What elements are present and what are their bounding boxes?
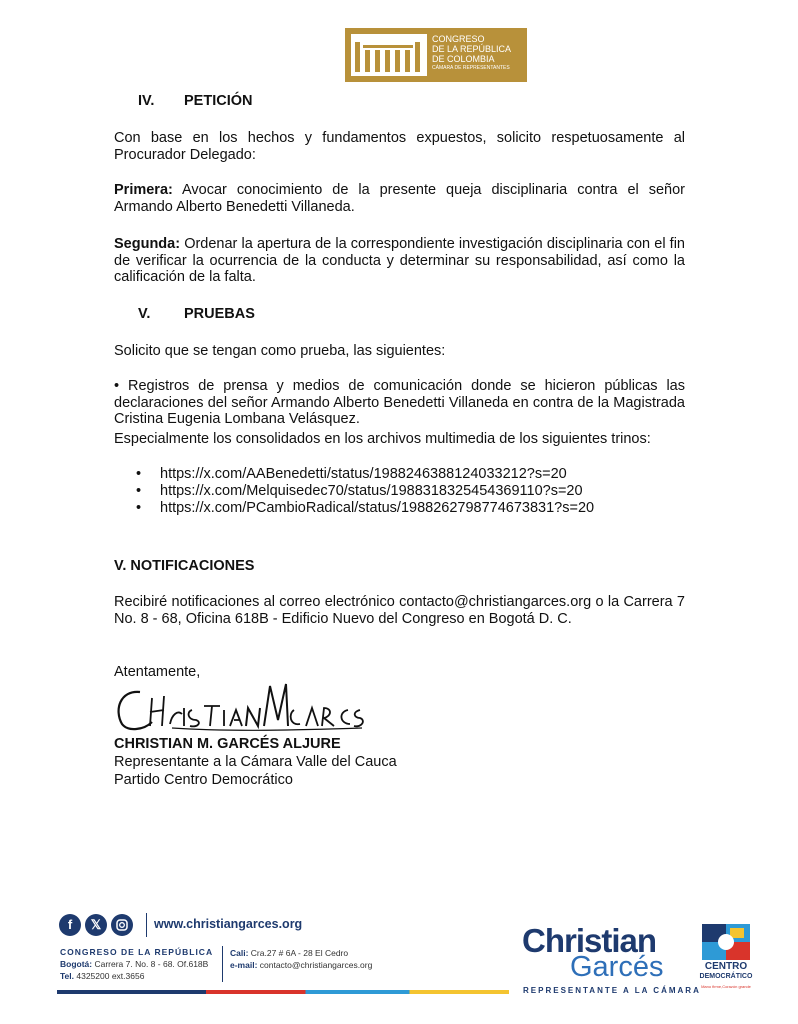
pruebas-item: • Registros de prensa y medios de comunicación donde se hicieron públicas las declaraciones del señor Armando Alberto Benedetti Villaneda en contra de la Magistrada Cristina Eugenia Lombana Velásquez. <box>114 378 685 427</box>
notificaciones-text: Recibiré notificaciones al correo electrónico contacto@christiangarces.org o la Carrera 7 No. 8 - 68, Oficina 618B - Edificio Nuevo del Congreso en Bogotá D. C. <box>114 594 685 627</box>
email-value[interactable]: contacto@christiangarces.org <box>257 960 373 970</box>
cali-label: Cali: <box>230 948 249 958</box>
handwritten-signature <box>112 680 367 738</box>
trino-link[interactable]: • https://x.com/PCambioRadical/status/1988262798774673831?s=20 <box>160 500 594 517</box>
primera-paragraph <box>114 182 685 215</box>
logo-line-1: CONGRESO <box>432 34 485 44</box>
cali-address: Cra.27 # 6A - 28 El Cedro <box>248 948 349 958</box>
tel-value: 4325200 ext.3656 <box>74 971 145 981</box>
trino-link[interactable]: • https://x.com/Melquisedec70/status/1988318325454369110?s=20 <box>160 483 594 500</box>
footer-email <box>230 959 372 971</box>
party-logo-text <box>688 962 764 982</box>
footer-tel <box>60 970 144 982</box>
footer-congreso: CONGRESO DE LA REPÚBLICA <box>60 947 214 957</box>
peticion-heading: PETICIÓN <box>184 93 253 109</box>
logo-line-4: CÁMARA DE REPRESENTANTES <box>432 65 510 71</box>
trino-link[interactable]: • https://x.com/AABenedetti/status/1988246388124033212?s=20 <box>160 466 594 483</box>
pruebas-especial: Especialmente los consolidados en los archivos multimedia de los siguientes trinos: <box>114 431 651 447</box>
footer-cali <box>230 947 348 959</box>
brand-tagline: REPRESENTANTE A LA CÁMARA <box>523 986 701 995</box>
x-icon[interactable]: 𝕏 <box>85 914 107 936</box>
logo-line-2: DE LA REPÚBLICA <box>432 44 512 54</box>
primera-label: Primera: <box>114 182 173 198</box>
party-logo-slogan: Mano firme,Corazón grande <box>701 984 751 989</box>
signer-party: Partido Centro Democrático <box>114 772 293 788</box>
signer-role: Representante a la Cámara Valle del Cauca <box>114 754 397 770</box>
peticion-number: IV. <box>138 93 155 109</box>
bogota-label: Bogotá: <box>60 959 93 969</box>
closing: Atentamente, <box>114 664 201 680</box>
brand-first-name: Christian <box>522 922 657 959</box>
centro-democratico-logo <box>702 924 750 960</box>
segunda-label: Segunda: <box>114 236 181 252</box>
facebook-icon[interactable]: f <box>59 914 81 936</box>
primera-text: Avocar conocimiento de la presente queja disciplinaria contra el señor Armando Alberto Benedetti Villaneda. <box>114 182 685 215</box>
party-logo-line-1: CENTRO <box>704 961 748 972</box>
trinos-list <box>114 466 594 517</box>
bogota-address: Carrera 7. No. 8 - 68. Of.618B <box>92 959 209 969</box>
peticion-intro: Con base en los hechos y fundamentos expuestos, solicito respetuosamente al Procurador Delegado: <box>114 130 685 163</box>
footer-bogota <box>60 958 208 970</box>
email-label: e-mail: <box>230 960 258 970</box>
website-link[interactable]: www.christiangarces.org <box>154 917 303 931</box>
footer-color-stripe <box>57 990 509 994</box>
segunda-paragraph <box>114 236 685 286</box>
pruebas-intro: Solicito que se tengan como prueba, las siguientes: <box>114 343 446 359</box>
party-logo-line-2: DEMOCRÁTICO <box>699 973 753 980</box>
logo-line-3: DE COLOMBIA <box>432 54 495 64</box>
segunda-text: Ordenar la apertura de la correspondiente investigación disciplinaria con el fin de verificar la ocurrencia de la conducta y determinar su responsabilidad, así como la calificación de la falta. <box>114 236 685 285</box>
footer-divider-2 <box>222 946 223 982</box>
congreso-logo-text <box>432 34 524 72</box>
notificaciones-heading: V. NOTIFICACIONES <box>114 558 255 574</box>
pruebas-number: V. <box>138 306 151 322</box>
brand-last-name: Garcés <box>570 951 664 983</box>
instagram-icon[interactable] <box>111 914 133 936</box>
tel-label: Tel. <box>60 971 75 981</box>
signer-name: CHRISTIAN M. GARCÉS ALJURE <box>114 736 341 752</box>
footer-divider <box>146 913 147 937</box>
pruebas-heading: PRUEBAS <box>184 306 255 322</box>
